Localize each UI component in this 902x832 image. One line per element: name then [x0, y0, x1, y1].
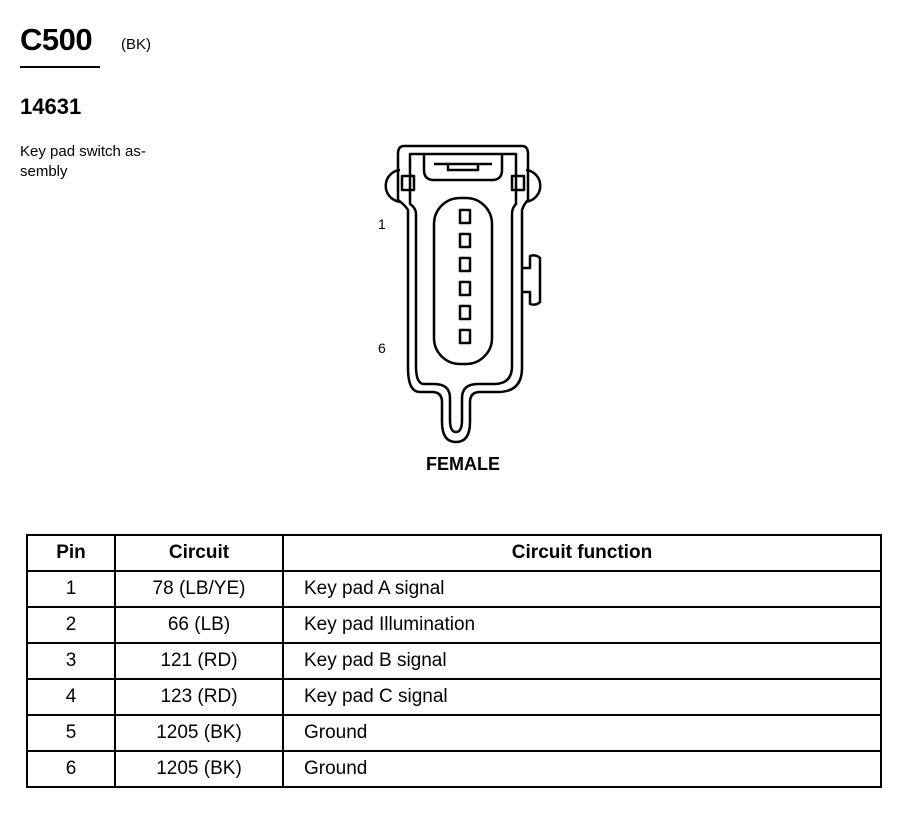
function-cell: Key pad A signal [283, 571, 881, 607]
table-row [27, 679, 881, 715]
function-cell: Ground [283, 751, 881, 787]
pin-cell: 6 [27, 751, 115, 787]
function-cell: Ground [283, 715, 881, 751]
right-lock-box [512, 176, 524, 190]
circuit-cell: 1205 (BK) [115, 715, 283, 751]
function-cell: Key pad C signal [283, 679, 881, 715]
right-key [522, 255, 540, 304]
function-cell: Key pad Illumination [283, 607, 881, 643]
cavity-6 [460, 330, 470, 343]
cavity-5 [460, 306, 470, 319]
pin-cell: 3 [27, 643, 115, 679]
table-row [27, 715, 881, 751]
table-row [27, 643, 881, 679]
circuit-cell: 78 (LB/YE) [115, 571, 283, 607]
pin-cell: 1 [27, 571, 115, 607]
housing-inner [410, 154, 516, 432]
connector-color-code: (BK) [121, 36, 151, 53]
header-pin: Pin [27, 535, 115, 571]
circuit-cell: 121 (RD) [115, 643, 283, 679]
pin-table [26, 534, 882, 788]
pin-cell: 4 [27, 679, 115, 715]
cavity-1 [460, 210, 470, 223]
pin-label-last: 6 [378, 340, 386, 356]
table-row [27, 751, 881, 787]
circuit-cell: 123 (RD) [115, 679, 283, 715]
part-number: 14631 [20, 94, 82, 119]
pin-cell: 5 [27, 715, 115, 751]
table-row [27, 571, 881, 607]
connector-id: C500 [20, 22, 93, 57]
component-description: Key pad switch as-sembly [20, 143, 146, 180]
pin-label-first: 1 [378, 216, 386, 232]
pin-cell: 2 [27, 607, 115, 643]
left-lock-box [402, 176, 414, 190]
connector-gender: FEMALE [426, 454, 500, 474]
connector-id-underline [20, 66, 100, 68]
circuit-cell: 1205 (BK) [115, 751, 283, 787]
table-header-row [27, 535, 881, 571]
cavity-2 [460, 234, 470, 247]
connector-face-diagram [376, 140, 552, 450]
circuit-cell: 66 (LB) [115, 607, 283, 643]
header-circuit: Circuit [115, 535, 283, 571]
function-cell: Key pad B signal [283, 643, 881, 679]
latch [424, 154, 502, 180]
table-row [27, 607, 881, 643]
header-function: Circuit function [283, 535, 881, 571]
cavity-4 [460, 282, 470, 295]
cavity-3 [460, 258, 470, 271]
